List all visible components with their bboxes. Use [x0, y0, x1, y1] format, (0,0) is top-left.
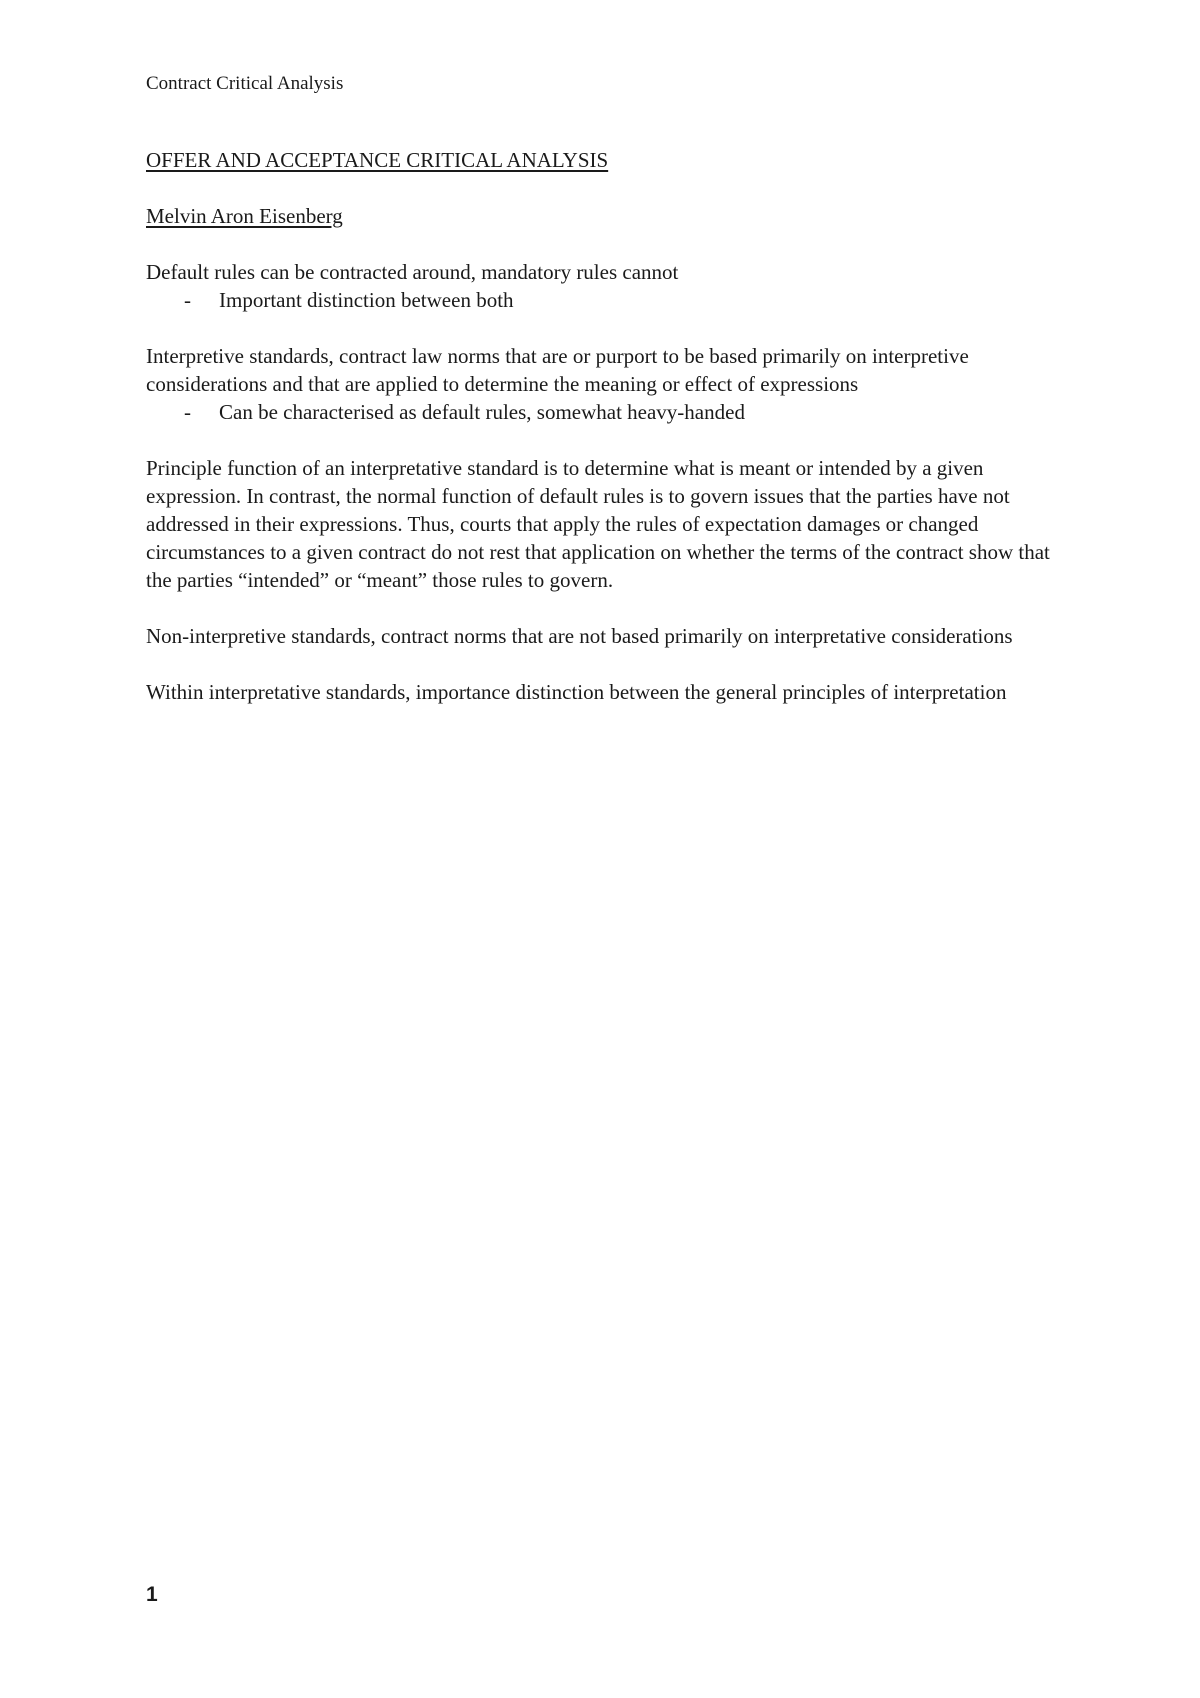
running-header: Contract Critical Analysis: [146, 73, 344, 94]
dash-bullet-icon: -: [184, 288, 191, 312]
document-title: OFFER AND ACCEPTANCE CRITICAL ANALYSIS: [146, 148, 609, 172]
paragraph-default-rules: Default rules can be contracted around, mandatory rules cannot: [146, 260, 679, 284]
list-item-text: Can be characterised as default rules, somewhat heavy-handed: [219, 400, 745, 424]
page-number: 1: [146, 1583, 158, 1606]
list-item: [146, 286, 1076, 314]
list-item-text: Important distinction between both: [219, 288, 514, 312]
paragraph-principle-function: Principle function of an interpretative standard is to determine what is meant or intended by a given expression. In contrast, the normal function of default rules is to govern issues that the parties have not addressed in their expressions. Thus, courts that apply the rules of expectation damages or changed circumstances to a given contract do not rest that application on whether the terms of the contract show that the parties “intended” or “meant” those rules to govern.: [146, 456, 1050, 592]
paragraph-non-interpretive: Non-interpretive standards, contract norms that are not based primarily on interpretative considerations: [146, 624, 1013, 648]
list-item: [146, 398, 1076, 426]
paragraph-within-interpretative: Within interpretative standards, importance distinction between the general principles of interpretation: [146, 680, 1007, 704]
paragraph-interpretive-standards: Interpretive standards, contract law norms that are or purport to be based primarily on interpretive considerations and that are applied to determine the meaning or effect of expressions: [146, 344, 969, 396]
bullet-list: [146, 398, 1076, 426]
dash-bullet-icon: -: [184, 400, 191, 424]
document-body: [146, 146, 1076, 734]
bullet-list: [146, 286, 1076, 314]
author-name: Melvin Aron Eisenberg: [146, 204, 343, 228]
